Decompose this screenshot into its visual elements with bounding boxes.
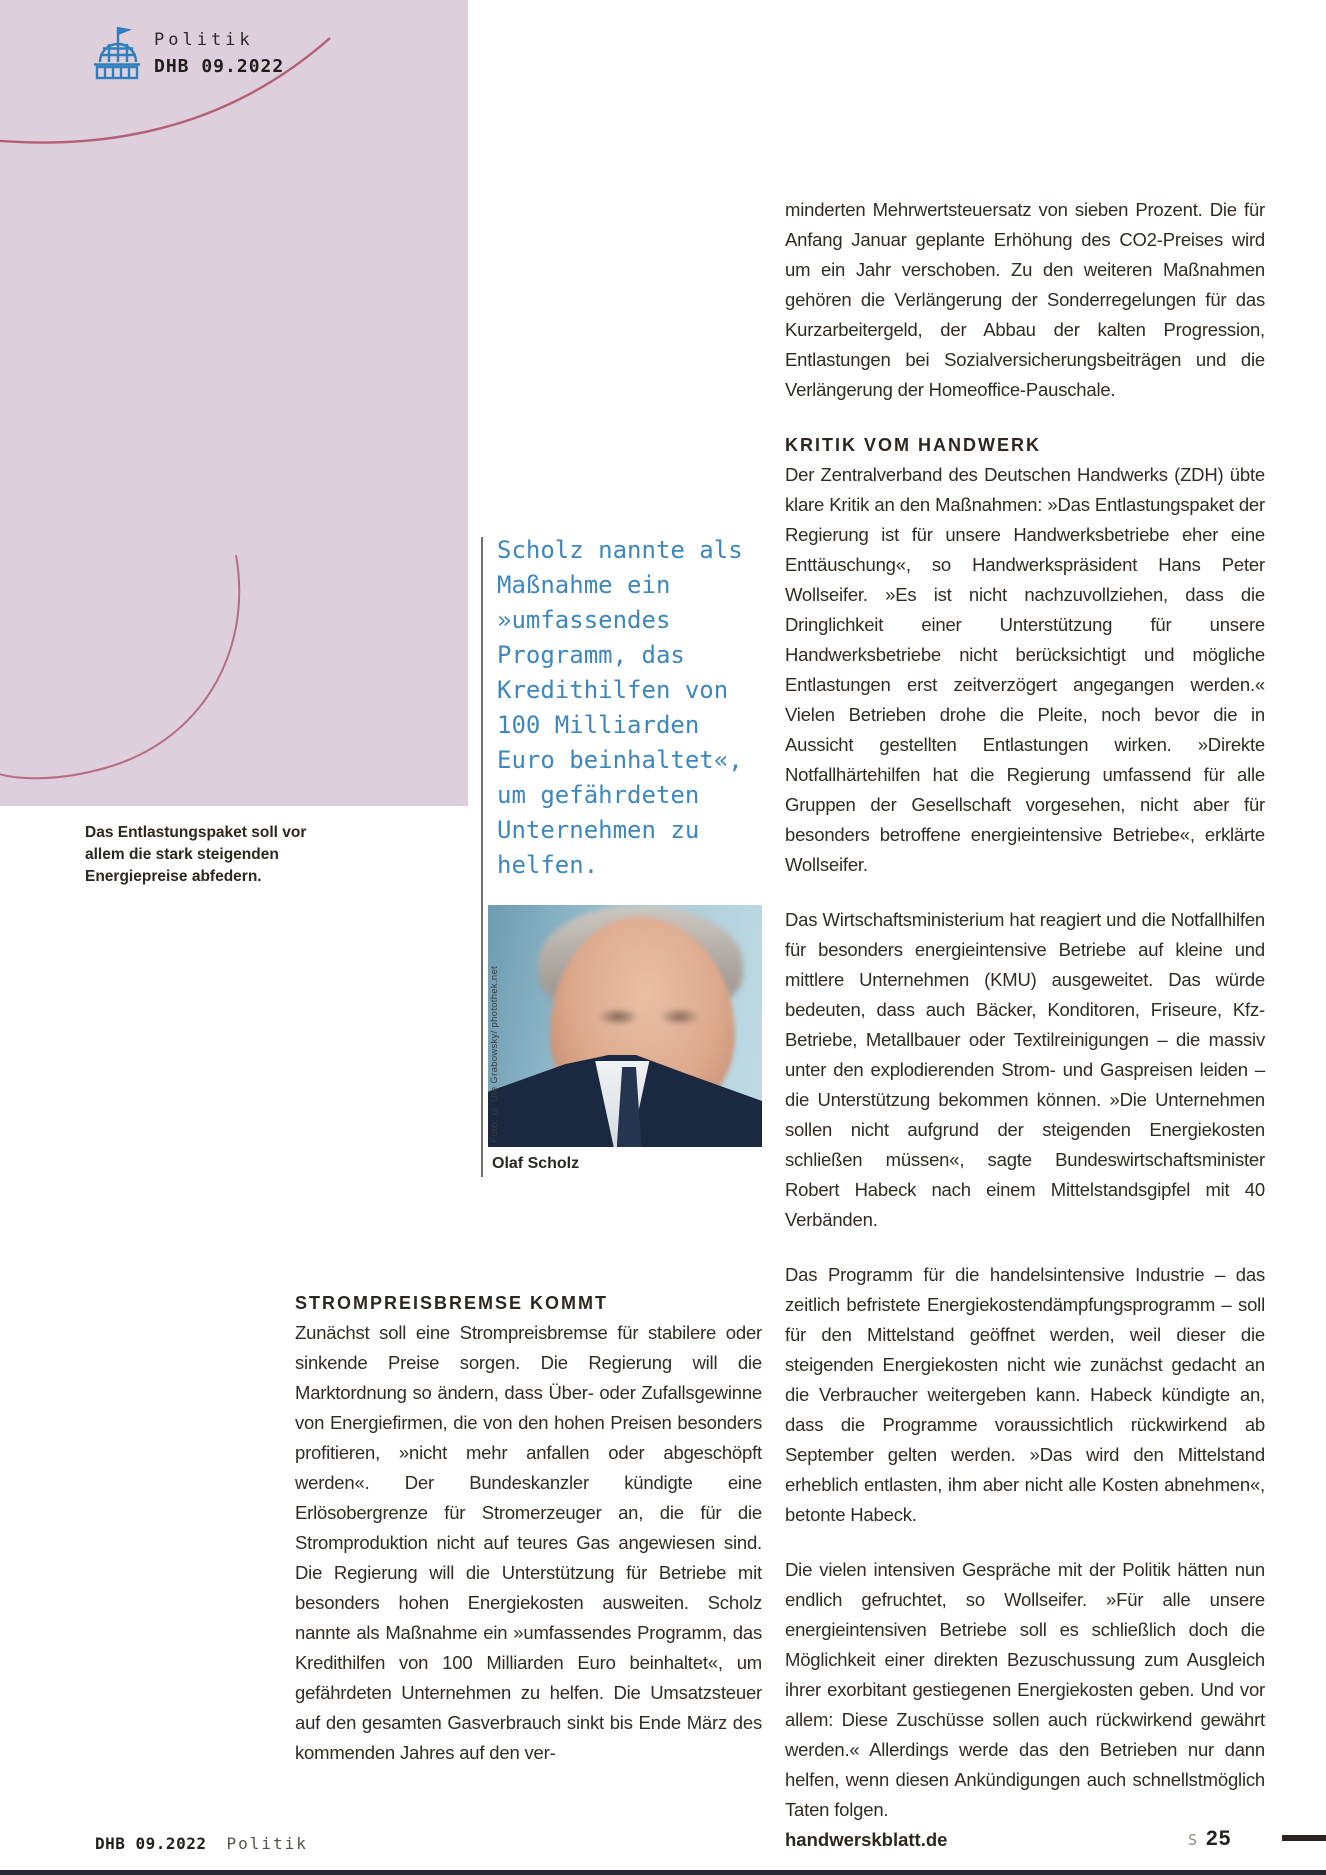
olaf-scholz-photo — [488, 905, 762, 1147]
magazine-logo — [90, 24, 284, 84]
paragraph-entlastungspaket: minderten Mehrwertsteuersatz von sieben Prozent. Die für Anfang Januar geplante Erhöhung des CO2-Preises wird um ein Jahr verschoben. Zu den weiteren Maßnahmen gehören die Verlängerung der Sonderregelungen für das Kurzarbeitergeld, der Abbau der kalten Progression, Entlastungen bei Sozialversicherungsbeiträgen und die Verlängerung der Homeoffice-Pauschale. — [785, 199, 1265, 400]
column-middle — [295, 1288, 762, 1768]
paragraph-zdh-kritik: Der Zentralverband des Deutschen Handwerks (ZDH) übte klare Kritik an den Maßnahmen: »Das Entlastungspaket der Regierung ist für unsere Handwerksbetriebe eher eine Enttäuschung«, so Handwerkspräsident Hans Peter Wollseifer. »Es ist nicht nachzuvollziehen, dass die Dringlichkeit einer Unterstützung für unsere Handwerksbetriebe nicht berücksichtigt und mögliche Entlastungen erst zeitverzögert angegangen werden.« Vielen Betrieben drohe die Pleite, noch bevor die in Aussicht gestellten Entlastungen wirken. »Direkte Notfallhärtehilfen hat die Regierung umfassend für alle Gruppen der Gesellschaft vorgesehen, nicht aber für besonders betroffene energieintensive Betriebe«, erklärte Wollseifer. — [785, 464, 1265, 875]
column-right — [785, 195, 1265, 1855]
footer-page-value: 25 — [1206, 1827, 1232, 1850]
footer-issue: DHB 09.2022 — [95, 1834, 207, 1853]
paragraph-gespraeche: Die vielen intensiven Gespräche mit der Politik hätten nun endlich gefruchtet, so Wollseifer. »Für alle unsere energieintensiven Betriebe soll es schließlich doch die Möglichkeit einer direkten Bezuschussung zum Ausgleich ihrer exorbitant gestiegenen Energiekosten geben. Und vor allem: Diese Zuschüsse sollen auch rückwirkend gewährt werden.« Allerdings werde das den Betrieben nur dann helfen, wenn diesen Ankündigungen auch schnellstmöglich Taten folgen. — [785, 1559, 1265, 1820]
footer-page-number — [1188, 1827, 1231, 1851]
photo-credit: Foto: © Ute Grabowsky/ photothek.net — [489, 966, 500, 1143]
bottom-edge-bar — [0, 1870, 1326, 1875]
hero-red-curve-lines — [0, 0, 468, 806]
logo-text — [154, 24, 284, 78]
paragraph-programm-industrie: Das Programm für die handelsintensive Industrie – das zeitlich befristete Energiekostendämpfungsprogramm – soll für den Mittelstand geöffnet werden, weil dieser die steigenden Energiekosten nicht wie zunächst gedacht an die Verbraucher weitergeben kann. Habeck kündigte an, dass die Programme voraussichtlich rückwirkend ab September gelten werden. »Das wird den Mittelstand erheblich entlasten, ihm aber nicht alle Kosten abnehmen«, betonte Habeck. — [785, 1264, 1265, 1525]
footer-right-rule — [1282, 1835, 1326, 1841]
hero-image — [0, 0, 468, 806]
heading-kritik-vom-handwerk: KRITIK VOM HANDWERK — [785, 435, 1041, 455]
footer-left — [95, 1834, 308, 1853]
footer-section: Politik — [226, 1834, 308, 1853]
photo-caption: Olaf Scholz — [492, 1155, 580, 1172]
heading-strompreisbremse: STROMPREISBREMSE KOMMT — [295, 1293, 609, 1313]
handwerksblatt-link[interactable]: handwerskblatt.de — [785, 1829, 948, 1850]
footer-page-prefix: S — [1188, 1831, 1198, 1849]
section-label: Politik — [154, 30, 254, 50]
paragraph-strompreisbremse: Zunächst soll eine Strompreisbremse für stabilere oder sinkende Preise sorgen. Die Regierung will die Marktordnung so ändern, dass Über- oder Zufallsgewinne von Energiefirmen, die von den hohen Preisen besonders profitieren, »nicht mehr anfallen oder abgeschöpft werden«. Der Bundeskanzler kündigte eine Erlösobergrenze für Stromerzeuger an, die für die Stromproduktion nicht auf teures Gas angewiesen sind. Die Regierung will die Unterstützung für Betriebe mit besonders hohen Energiekosten ausweiten. Scholz nannte als Maßnahme ein »umfassendes Programm, das Kredithilfen von 100 Milliarden Euro beinhaltet«, um gefährdeten Unternehmen zu helfen. Die Umsatzsteuer auf den gesamten Gasverbrauch sinkt bis Ende März des kommenden Jahres auf den ver- — [295, 1322, 762, 1763]
issue-label: DHB 09.2022 — [154, 56, 285, 77]
paragraph-wirtschaftsministerium: Das Wirtschaftsministerium hat reagiert und die Notfallhilfen für besonders energieintensive Betriebe auf kleine und mittlere Unternehmen (KMU) ausgeweitet. Das würde bedeuten, dass auch Bäcker, Konditoren, Friseure, Kfz-Betriebe, Metallbauer oder Textilreinigungen – die massiv unter den explodierenden Strom- und Gaspreisen leiden – die Unterstützung bekommen können. »Die Unternehmen sollen nicht aufgrund der steigenden Energiekosten schließen müssen«, sagte Bundeswirtschaftsminister Robert Habeck nach einem Mittelstandsgipfel mit 40 Verbänden. — [785, 909, 1265, 1230]
pull-quote: Scholz nannte als Maßnahme ein »umfassendes Programm, das Kredithilfen von 100 Milliarden Euro beinhaltet«, um gefährdeten Unternehmen zu helfen. — [497, 536, 743, 879]
reichstag-dome-icon — [90, 24, 140, 84]
hero-image-caption: Das Entlastungspaket soll vor allem die stark steigenden Energiepreise abfedern. — [85, 824, 307, 885]
pull-quote-rule — [481, 537, 483, 1177]
